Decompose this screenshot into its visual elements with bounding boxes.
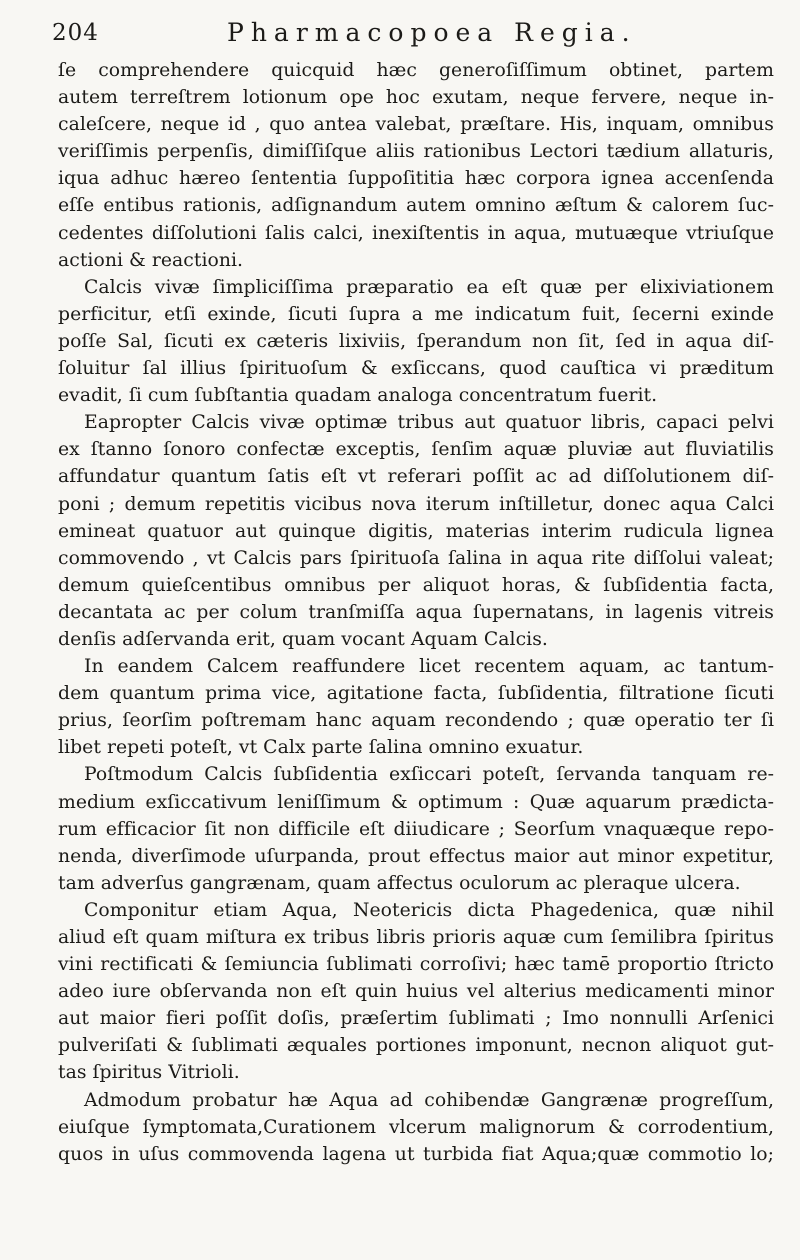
page-number: 204 — [52, 20, 99, 46]
text-line: emineat quatuor aut quinque digitis, materias interim rudicula lignea — [58, 520, 774, 542]
text-line: rum efficacior ſit non difficile eſt diiudicare ; Seorſum vnaquæque repo- — [58, 818, 774, 840]
text-line: iqua adhuc hæreo ſententia ſuppoſititia hæc corpora ignea accenſenda — [58, 168, 774, 190]
text-line: nenda, diverſimode uſurpanda, prout effectus maior aut minor expetitur, — [58, 845, 774, 867]
text-line: poni ; demum repetitis vicibus nova iterum inſtilletur, donec aqua Calci — [58, 493, 774, 515]
text-line: pulveriſati & ſublimati æquales portiones imponunt, necnon aliquot gut- — [58, 1035, 774, 1057]
text-line: evadit, ſi cum ſubſtantia quadam analoga concentratum fuerit. — [58, 385, 658, 407]
text-line: decantata ac per colum tranſmiſſa aqua ſupernatans, in lagenis vitreis — [58, 601, 774, 623]
text-line: caleſcere, neque id , quo antea valebat, præſtare. His, inquam, omnibus — [58, 114, 774, 136]
text-line: quos in uſus commovenda lagena ut turbida fiat Aqua;quæ commotio lo; — [58, 1143, 774, 1165]
text-line: adeo iure obſervanda non eſt quin huius vel alterius medicamenti minor — [58, 981, 774, 1003]
text-line: dem quantum prima vice, agitatione facta, ſubſidentia, filtratione ſicuti — [58, 683, 774, 705]
text-line: cedentes diſſolutioni ſalis calci, inexiſtentis in aqua, mutuæque vtriuſque — [58, 222, 774, 244]
text-line: poſſe Sal, ſicuti ex cæteris lixiviis, ſperandum non ſit, ſed in aqua diſ- — [58, 330, 774, 352]
text-line: ex ſtanno ſonoro confectæ exceptis, ſenſim aquæ pluviæ aut fluviatilis — [58, 439, 774, 461]
text-line: ſe comprehendere quicquid hæc generoſiſſimum obtinet, partem — [58, 60, 774, 81]
text-line: autem terreſtrem lotionum ope hoc exutam, neque fervere, neque in- — [58, 87, 774, 109]
text-line: Admodum probatur hæ Aqua ad cohibendæ Gangrænæ progreſſum, — [84, 1089, 774, 1111]
text-line: libet repeti poteſt, vt Calx parte ſalina omnino exuatur. — [58, 737, 584, 759]
text-line: tas ſpiritus Vitrioli. — [58, 1062, 240, 1084]
text-line: perficitur, etſi exinde, ſicuti ſupra a me indicatum fuit, ſecerni exinde — [58, 303, 774, 325]
text-line: In eandem Calcem reaffundere licet recentem aquam, ac tantum- — [84, 656, 774, 678]
text-line: vini rectificati & ſemiuncia ſublimati corroſivi; hæc tamē proportio ſtricto — [58, 954, 774, 976]
text-line: prius, ſeorſim poſtremam hanc aquam recondendo ; quæ operatio ter ſi — [58, 710, 774, 732]
text-line: eſſe entibus rationis, adſignandum autem omnino æſtum & calorem ſuc- — [58, 195, 774, 217]
text-line: denſis adſervanda erit, quam vocant Aquam Calcis. — [58, 628, 548, 650]
text-line: Componitur etiam Aqua, Neotericis dicta Phagedenica, quæ nihil — [84, 899, 774, 921]
text-line: tam adverſus gangrænam, quam affectus oculorum ac pleraque ulcera. — [58, 872, 741, 894]
running-title: Pharmacopoea Regia. — [227, 18, 637, 47]
text-line: actioni & reactioni. — [58, 249, 244, 271]
text-line: Poſtmodum Calcis ſubſidentia exſiccari poteſt, ſervanda tanquam re- — [84, 764, 774, 786]
text-line: veriſſimis perpenſis, dimiſſiſque aliis rationibus Lectori tædium allaturis, — [58, 141, 774, 163]
text-line: eiuſque ſymptomata,Curationem vlcerum malignorum & corrodentium, — [58, 1116, 774, 1138]
text-line: aliud eſt quam miſtura ex tribus libris prioris aquæ cum ſemilibra ſpiritus — [58, 927, 774, 948]
text-line: ſoluitur ſal illius ſpirituoſum & exſiccans, quod cauſtica vi præditum — [58, 358, 774, 380]
text-line: Calcis vivæ ſimpliciſſima præparatio ea eſt quæ per elixiviationem — [84, 276, 774, 298]
body-text — [58, 57, 774, 1242]
text-line: affundatur quantum ſatis eſt vt referari poſſit ac ad diſſolutionem diſ- — [58, 466, 774, 488]
text-line: medium exſiccativum leniſſimum & optimum : Quæ aquarum prædicta- — [58, 791, 774, 813]
running-head — [52, 14, 782, 54]
text-line: commovendo , vt Calcis pars ſpirituoſa ſalina in aqua rite diſſolui valeat; — [58, 547, 774, 569]
text-line: demum quieſcentibus omnibus per aliquot horas, & ſubſidentia facta, — [58, 574, 774, 596]
text-line: aut maior fieri poſſit doſis, præſertim ſublimati ; Imo nonnulli Arſenici — [58, 1008, 774, 1030]
text-line: Eapropter Calcis vivæ optimæ tribus aut quatuor libris, capaci pelvi — [84, 412, 774, 434]
